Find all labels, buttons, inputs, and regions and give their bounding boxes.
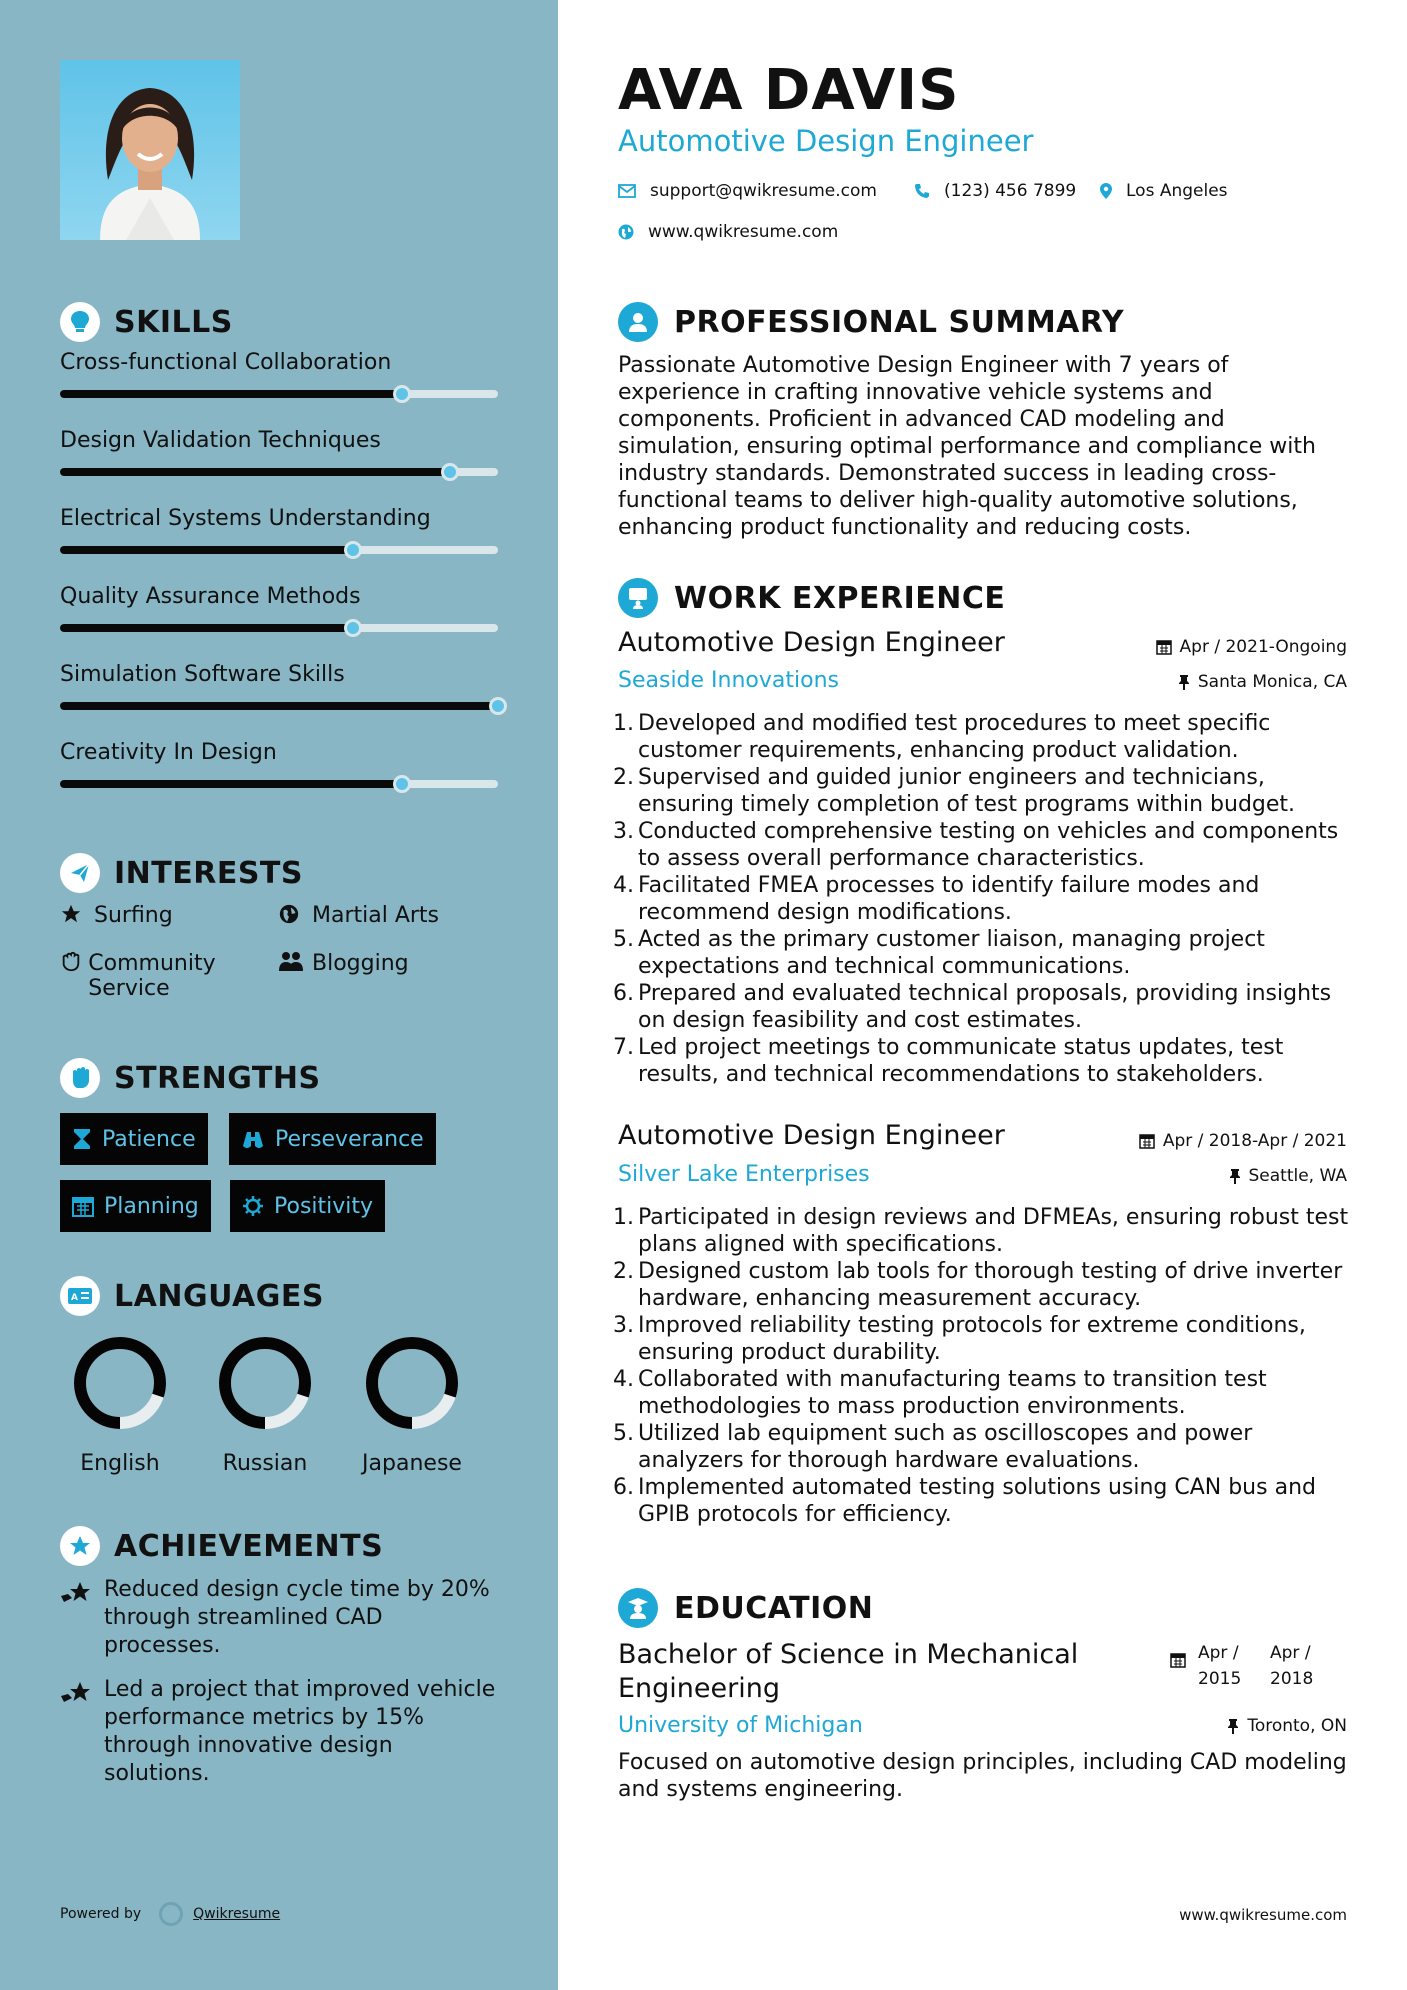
bullet-text: Facilitated FMEA processes to identify failure modes and recommend design modifications.	[638, 873, 1260, 925]
job-bullets	[608, 1204, 1353, 1528]
interests-title: INTERESTS	[114, 855, 303, 891]
skill-row	[60, 350, 498, 375]
achievement-item	[60, 1676, 500, 1788]
pushpin-icon	[1227, 1718, 1239, 1734]
job-location	[1229, 1166, 1348, 1186]
language-ring	[217, 1335, 313, 1431]
job-company: Seaside Innovations	[618, 668, 839, 693]
job-bullet	[608, 1420, 1353, 1474]
strength-label: Planning	[104, 1193, 199, 1219]
job-location	[1178, 672, 1347, 692]
bullet-number: 4.	[613, 873, 634, 898]
job-bullet	[608, 1312, 1353, 1366]
skill-bar	[60, 780, 498, 788]
location-text: Los Angeles	[1126, 181, 1228, 201]
fist-icon	[60, 1058, 100, 1098]
achievements-header	[60, 1526, 383, 1566]
skill-label: Creativity In Design	[60, 740, 277, 765]
strength-label: Positivity	[274, 1193, 374, 1219]
bullet-text: Acted as the primary customer liaison, managing project expectations and technical communications.	[638, 927, 1265, 979]
strength-tag	[60, 1180, 211, 1232]
language-ring	[364, 1335, 460, 1431]
bullet-number: 1.	[613, 1205, 634, 1230]
strength-tag	[229, 1113, 436, 1165]
skill-label: Quality Assurance Methods	[60, 584, 361, 609]
job-bullet	[608, 1034, 1353, 1088]
skill-row	[60, 428, 498, 453]
education-dates	[1170, 1640, 1326, 1692]
languages-header	[60, 1276, 324, 1316]
summary-title: PROFESSIONAL SUMMARY	[674, 304, 1125, 340]
strengths-header	[60, 1058, 321, 1098]
svg-text:A: A	[71, 1293, 78, 1303]
star-hand-icon	[60, 1576, 104, 1660]
sidebar	[0, 0, 558, 1990]
summary-header	[618, 302, 1124, 342]
job-bullet	[608, 1366, 1353, 1420]
language-label: Japanese	[362, 1451, 462, 1476]
school-name: University of Michigan	[618, 1713, 863, 1738]
users-icon	[278, 951, 306, 979]
language-label: Russian	[222, 1451, 308, 1476]
language-ring	[72, 1335, 168, 1431]
bullet-number: 3.	[613, 819, 634, 844]
interest-item	[278, 903, 439, 931]
job-bullet	[608, 1258, 1353, 1312]
skill-bar	[60, 702, 498, 710]
bullet-number: 6.	[613, 1475, 634, 1500]
user-icon	[618, 302, 658, 342]
job-bullet	[608, 818, 1353, 872]
achievement-text: Reduced design cycle time by 20% through streamlined CAD processes.	[104, 1577, 490, 1658]
bullet-text: Improved reliability testing protocols for extreme conditions, ensuring product durability.	[638, 1313, 1306, 1365]
globe-icon	[618, 224, 634, 240]
interest-label: Surfing	[94, 903, 173, 928]
education-start: Apr / 2015	[1198, 1643, 1242, 1689]
bullet-number: 3.	[613, 1313, 634, 1338]
education-description: Focused on automotive design principles, including CAD modeling and systems engineering.	[618, 1750, 1347, 1802]
contact-location	[1100, 181, 1228, 201]
bullet-text: Led project meetings to communicate status updates, test results, and technical recommendations to stakeholders.	[638, 1035, 1284, 1087]
star-icon	[60, 903, 88, 931]
calendar-icon	[72, 1195, 94, 1217]
calendar-icon	[1139, 1133, 1155, 1149]
job-dates	[1139, 1131, 1347, 1151]
skill-label: Design Validation Techniques	[60, 428, 381, 453]
star-badge-icon	[60, 1526, 100, 1566]
skill-bar-knob	[393, 775, 411, 793]
skill-row	[60, 506, 498, 531]
skill-bar-fill	[60, 780, 402, 788]
skill-bar-fill	[60, 468, 450, 476]
job-dates	[1156, 637, 1347, 657]
language-item	[60, 1335, 180, 1476]
bullet-number: 1.	[613, 711, 634, 736]
strength-tag	[60, 1113, 208, 1165]
interest-item	[278, 951, 409, 979]
skill-bar	[60, 390, 498, 398]
interest-label: Martial Arts	[312, 903, 440, 928]
hourglass-icon	[72, 1128, 92, 1150]
skills-header	[60, 302, 233, 342]
achievements-title: ACHIEVEMENTS	[114, 1528, 384, 1564]
bullet-number: 2.	[613, 765, 634, 790]
interest-item	[60, 951, 260, 1001]
bullet-number: 4.	[613, 1367, 634, 1392]
candidate-title: Automotive Design Engineer	[618, 124, 1034, 158]
job-bullet	[608, 980, 1353, 1034]
job-dates-text: Apr / 2021-Ongoing	[1179, 637, 1347, 657]
calendar-icon	[1170, 1652, 1186, 1668]
job-dates-text: Apr / 2018-Apr / 2021	[1162, 1131, 1347, 1151]
interests-header	[60, 853, 303, 893]
footer-url[interactable]: www.qwikresume.com	[1179, 1906, 1347, 1924]
skill-label: Electrical Systems Understanding	[60, 506, 431, 531]
pushpin-icon	[1229, 1168, 1241, 1184]
job-location-text: Seattle, WA	[1248, 1166, 1347, 1186]
bullet-text: Collaborated with manufacturing teams to transition test methodologies to mass production environments.	[638, 1367, 1267, 1419]
email-text: support@qwikresume.com	[650, 181, 877, 201]
bullet-text: Developed and modified test procedures to meet specific customer requirements, enhancing product validation.	[638, 711, 1271, 763]
powered-by	[60, 1902, 280, 1926]
phone-icon	[914, 183, 930, 199]
strength-label: Patience	[102, 1126, 196, 1152]
experience-title: WORK EXPERIENCE	[674, 580, 1006, 616]
language-card-icon	[60, 1276, 100, 1316]
skill-row	[60, 584, 498, 609]
skill-bar-fill	[60, 702, 498, 710]
experience-header	[618, 578, 1005, 618]
job-bullets	[608, 710, 1353, 1088]
calendar-icon	[1156, 639, 1172, 655]
education-location	[1227, 1716, 1347, 1736]
skill-bar-knob	[344, 541, 362, 559]
job-bullet	[608, 710, 1353, 764]
job-bullet	[608, 1474, 1353, 1528]
strengths-title: STRENGTHS	[114, 1060, 321, 1096]
bullet-number: 6.	[613, 981, 634, 1006]
skill-row	[60, 662, 498, 687]
language-item	[352, 1335, 472, 1476]
bullet-number: 7.	[613, 1035, 634, 1060]
bullet-number: 5.	[613, 1421, 634, 1446]
bullet-text: Supervised and guided junior engineers and technicians, ensuring timely completion of test programs within budget.	[638, 765, 1296, 817]
paper-plane-icon	[60, 853, 100, 893]
bullet-text: Participated in design reviews and DFMEAs, ensuring robust test plans aligned with specifications.	[638, 1205, 1349, 1257]
skill-bar	[60, 468, 498, 476]
language-item	[205, 1335, 325, 1476]
globe-icon	[278, 903, 306, 931]
education-header	[618, 1588, 873, 1628]
skill-bar-fill	[60, 546, 353, 554]
language-label: English	[80, 1451, 160, 1476]
skill-bar-knob	[344, 619, 362, 637]
skill-label: Simulation Software Skills	[60, 662, 345, 687]
bullet-text: Conducted comprehensive testing on vehicles and components to assess overall performance characteristics.	[638, 819, 1339, 871]
languages-title: LANGUAGES	[114, 1278, 324, 1314]
sun-icon	[242, 1195, 264, 1217]
education-title: EDUCATION	[674, 1590, 874, 1626]
job-title: Automotive Design Engineer	[618, 627, 1005, 658]
binoculars-icon	[241, 1128, 265, 1150]
job-title: Automotive Design Engineer	[618, 1120, 1005, 1151]
achievement-item	[60, 1576, 500, 1660]
bullet-text: Implemented automated testing solutions using CAN bus and GPIB protocols for efficiency.	[638, 1475, 1316, 1527]
skill-bar-fill	[60, 390, 402, 398]
skill-bar	[60, 546, 498, 554]
envelope-icon	[618, 184, 636, 198]
bullet-text: Prepared and evaluated technical proposals, providing insights on design feasibility and cost estimates.	[638, 981, 1332, 1033]
pushpin-icon	[1178, 674, 1190, 690]
skill-bar-knob	[441, 463, 459, 481]
bullet-number: 5.	[613, 927, 634, 952]
bullet-number: 2.	[613, 1259, 634, 1284]
strength-tag	[230, 1180, 385, 1232]
lightbulb-icon	[60, 302, 100, 342]
qwikresume-link[interactable]: Qwikresume	[193, 1906, 281, 1922]
star-hand-icon	[60, 1676, 104, 1788]
job-bullet	[608, 1204, 1353, 1258]
qwikresume-logo-icon	[159, 1902, 183, 1926]
education-location-text: Toronto, ON	[1247, 1716, 1347, 1736]
hand-icon	[60, 951, 82, 979]
skill-bar-knob	[489, 697, 507, 715]
skill-bar	[60, 624, 498, 632]
website-text: www.qwikresume.com	[648, 222, 839, 242]
job-location-text: Santa Monica, CA	[1197, 672, 1347, 692]
skill-bar-knob	[393, 385, 411, 403]
map-pin-icon	[1100, 183, 1112, 199]
degree-title: Bachelor of Science in Mechanical Engineering	[618, 1639, 1079, 1704]
job-bullet	[608, 926, 1353, 980]
job-bullet	[608, 764, 1353, 818]
strength-label: Perseverance	[275, 1126, 424, 1152]
contact-phone[interactable]	[914, 181, 1076, 201]
profile-photo	[60, 60, 240, 240]
job-company: Silver Lake Enterprises	[618, 1162, 870, 1187]
presenter-icon	[618, 578, 658, 618]
skill-label: Cross-functional Collaboration	[60, 350, 392, 375]
skill-bar-fill	[60, 624, 353, 632]
achievement-text: Led a project that improved vehicle performance metrics by 15% through innovative design solutions.	[104, 1677, 496, 1786]
bullet-text: Designed custom lab tools for thorough testing of drive inverter hardware, enhancing measurement accuracy.	[638, 1259, 1343, 1311]
interest-label: Community Service	[88, 951, 216, 1001]
contact-email[interactable]	[618, 181, 877, 201]
skills-title: SKILLS	[114, 304, 233, 340]
contact-website[interactable]	[618, 222, 838, 242]
summary-text: Passionate Automotive Design Engineer with 7 years of experience in crafting innovative vehicle systems and components. Proficient in advanced CAD modeling and simulation, ensuring optimal performance and compliance with industry standards. Demonstrated success in leading cross-functional teams to deliver high-quality automotive solutions, enhancing product functionality and reducing costs.	[618, 353, 1316, 540]
bullet-text: Utilized lab equipment such as oscilloscopes and power analyzers for thorough hardware evaluations.	[638, 1421, 1253, 1473]
interest-item	[60, 903, 173, 931]
education-end: Apr / 2018	[1270, 1643, 1314, 1689]
powered-by-label: Powered by	[60, 1906, 142, 1922]
skill-row	[60, 740, 498, 765]
job-bullet	[608, 872, 1353, 926]
interest-label: Blogging	[312, 951, 409, 976]
candidate-name: AVA DAVIS	[618, 58, 960, 123]
graduate-icon	[618, 1588, 658, 1628]
phone-text: (123) 456 7899	[944, 181, 1077, 201]
